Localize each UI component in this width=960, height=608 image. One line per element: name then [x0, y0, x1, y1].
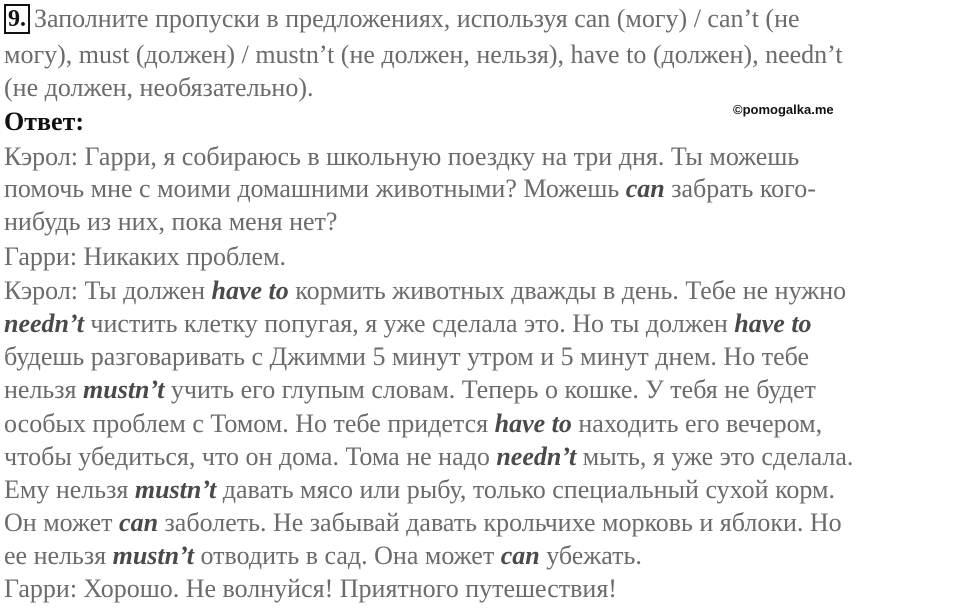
filled-answer: needn’t — [4, 309, 84, 338]
answer-line-10 — [4, 442, 853, 472]
filled-answer: needn’t — [496, 442, 577, 471]
filled-answer: have to — [211, 276, 289, 305]
filled-answer: can — [500, 541, 540, 570]
answer-line-13 — [4, 541, 642, 571]
text-segment: Ему нельзя — [4, 475, 135, 504]
answer-line-7: будешь разговаривать с Джимми 5 минут утром и 5 минут днем. Но тебе — [4, 342, 810, 371]
task-line-2: могу), must (должен) / mustn’t (не должен, нельзя), have to (должен), needn’t — [4, 40, 843, 69]
task-number: 9. — [4, 4, 30, 34]
text-segment: заболеть. Не забывай давать крольчихе морковь и яблоки. Но — [158, 508, 842, 537]
answer-line-1: Кэрол: Гарри, я собираюсь в школьную поездку на три дня. Ты можешь — [4, 142, 800, 171]
task-line-1 — [4, 4, 800, 34]
text-segment: Кэрол: Ты должен — [4, 276, 212, 305]
filled-answer: mustn’t — [83, 375, 165, 404]
text-segment: убежать. — [539, 541, 642, 570]
answer-line-9 — [4, 409, 822, 439]
text-segment: кормить животных дважды в день. Тебе не нужно — [288, 276, 847, 305]
answer-line-2 — [4, 174, 816, 204]
answer-line-6 — [4, 309, 812, 339]
answer-line-11 — [4, 475, 835, 505]
filled-answer: mustn’t — [112, 541, 195, 570]
text-segment: чистить клетку попугая, я уже сделала это. Но ты должен — [83, 309, 735, 338]
text-segment: учить его глупым словам. Теперь о кошке. У тебя не будет — [164, 375, 816, 404]
answer-line-12 — [4, 508, 842, 538]
text-segment: отводить в сад. Она может — [194, 541, 501, 570]
text-segment: Он может — [4, 508, 120, 537]
text-segment: мыть, я уже это сделала. — [576, 442, 854, 471]
filled-answer: have to — [494, 409, 572, 438]
task-text-1: Заполните пропуски в предложениях, используя can (могу) / can’t (не — [34, 4, 800, 33]
text-segment: особых проблем с Томом. Но тебе придется — [4, 409, 495, 438]
text-segment: находить его вечером, — [571, 409, 823, 438]
answer-line-5 — [4, 276, 846, 306]
task-line-3: (не должен, необязательно). — [4, 73, 314, 102]
answer-line-3: нибудь из них, пока меня нет? — [4, 207, 338, 236]
text-segment: забрать кого- — [664, 174, 816, 203]
text-segment: ее нельзя — [4, 541, 113, 570]
filled-answer: have to — [734, 309, 812, 338]
text-segment: чтобы убедиться, что он дома. Тома не надо — [4, 442, 497, 471]
text-segment: помочь мне с моими домашними животными? Можешь — [4, 174, 626, 203]
filled-answer: mustn’t — [134, 475, 217, 504]
filled-answer: can — [119, 508, 159, 537]
answer-line-4: Гарри: Никаких проблем. — [4, 242, 287, 271]
filled-answer: can — [625, 174, 665, 203]
text-segment: нельзя — [4, 375, 84, 404]
answer-line-14: Гарри: Хорошо. Не волнуйся! Приятного путешествия! — [4, 574, 617, 603]
answer-line-8 — [4, 375, 816, 405]
watermark: ©pomogalka.me — [733, 102, 834, 117]
answer-label: Ответ: — [4, 107, 85, 136]
text-segment: давать мясо или рыбу, только специальный сухой корм. — [216, 475, 835, 504]
